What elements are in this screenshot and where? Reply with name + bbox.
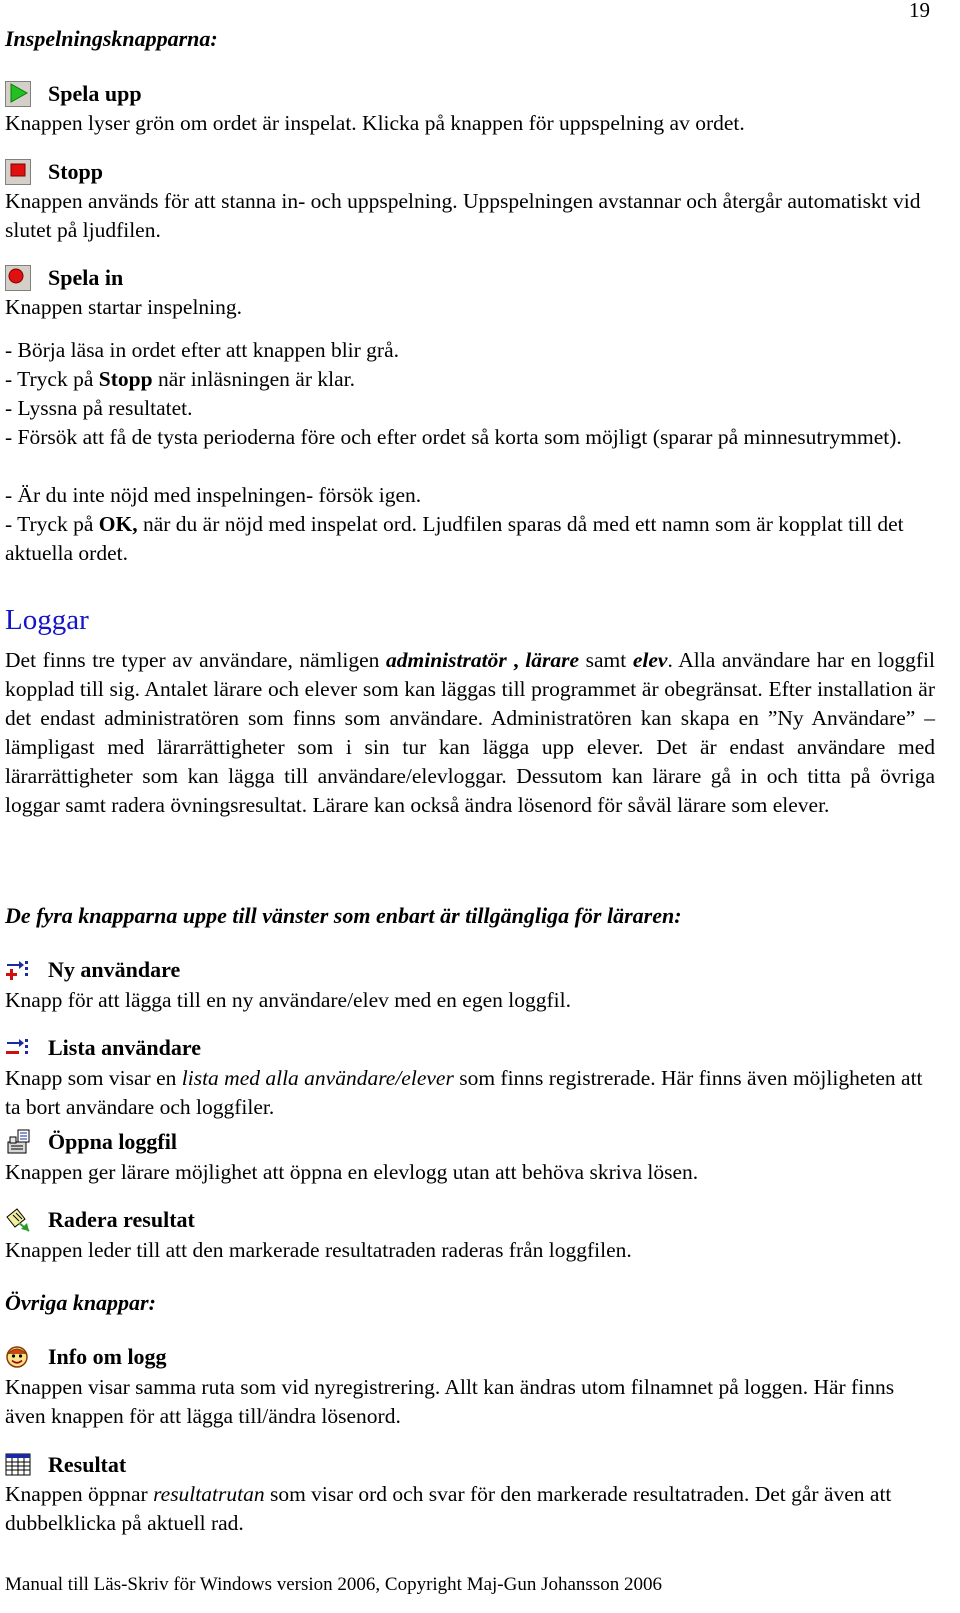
record-step: - Lyssna på resultatet.: [5, 396, 193, 420]
play-button-entry: [5, 78, 142, 110]
delete-result-button-entry: [5, 1204, 195, 1236]
table-icon: [5, 1452, 31, 1478]
new-user-label: Ny användare: [48, 957, 181, 982]
info-log-button-entry: [5, 1341, 167, 1373]
open-log-label: Öppna loggfil: [48, 1129, 177, 1154]
record-step: - Är du inte nöjd med inspelningen- försök igen.: [5, 483, 422, 507]
delete-result-description: Knappen leder till att den markerade resultatraden raderas från loggfilen.: [5, 1238, 632, 1262]
play-description: Knappen lyser grön om ordet är inspelat. Klicka på knappen för uppspelning av ordet.: [5, 111, 745, 135]
record-step: - Tryck på OK, när du är nöjd med inspelat ord. Ljudfilen sparas då med ett namn som är kopplat till det aktuella ordet.: [5, 512, 904, 565]
stop-button-entry: [5, 156, 103, 188]
page-footer: Manual till Läs-Skriv för Windows version 2006, Copyright Maj-Gun Johansson 2006: [5, 1574, 662, 1595]
stop-description: Knappen används för att stanna in- och uppspelning. Uppspelningen avstannar och återgår automatiskt vid slutet på ljudfilen.: [5, 189, 921, 242]
record-step: - Tryck på Stopp när inläsningen är klar.: [5, 367, 355, 391]
record-buttons-heading: Inspelningsknapparna:: [5, 26, 218, 51]
stop-label: Stopp: [48, 159, 104, 184]
list-users-label: Lista användare: [48, 1035, 202, 1060]
result-label: Resultat: [48, 1452, 127, 1477]
delete-result-icon: [5, 1207, 31, 1233]
open-log-description: Knappen ger lärare möjlighet att öppna en elevlogg utan att behöva skriva lösen.: [5, 1160, 699, 1184]
new-user-description: Knapp för att lägga till en ny användare/elev med en egen loggfil.: [5, 988, 571, 1012]
result-description: Knappen öppnar resultatrutan som visar ord och svar för den markerade resultatraden. Det går även att dubbelklicka på aktuell rad.: [5, 1482, 892, 1535]
face-icon: [5, 1344, 31, 1370]
record-step: - Börja läsa in ordet efter att knappen blir grå.: [5, 338, 400, 362]
add-user-icon: [5, 957, 31, 983]
play-icon: [5, 81, 31, 107]
record-button-entry: [5, 262, 123, 294]
page-number: 19: [909, 0, 930, 22]
record-label: Spela in: [48, 265, 124, 290]
info-log-description: Knappen visar samma ruta som vid nyregistrering. Allt kan ändras utom filnamnet på loggen. Här finns även knappen för att lägga till/ändra lösenord.: [5, 1375, 895, 1428]
open-log-icon: [5, 1129, 31, 1155]
record-step: - Försök att få de tysta perioderna före och efter ordet så korta som möjligt (sparar på minnesutrymmet).: [5, 425, 902, 449]
list-users-icon: [5, 1035, 31, 1061]
info-log-label: Info om logg: [48, 1344, 167, 1369]
record-icon: [5, 265, 31, 291]
list-users-button-entry: [5, 1032, 201, 1064]
delete-result-label: Radera resultat: [48, 1207, 195, 1232]
open-log-button-entry: [5, 1126, 177, 1158]
loggar-paragraph: Det finns tre typer av användare, nämligen administratör , lärare samt elev. Alla användare har en loggfil kopplad till sig. Antalet lärare och elever som kan läggas till programmet är obegränsat. Efter installation är det endast administratören som finns som användare. Administratören kan skapa en ”Ny Användare” – lämpligast med lärarrättigheter som i sin tur kan lägga upp elever. Det är endast användare med lärarrättigheter som kan lägga till användare/elevloggar. Dessutom kan lärare gå in och titta på övriga loggar samt radera övningsresultat. Lärare kan också ändra lösenord för såväl lärare som elever.: [5, 648, 935, 817]
result-button-entry: [5, 1449, 126, 1481]
record-description: Knappen startar inspelning.: [5, 295, 243, 319]
play-label: Spela upp: [48, 81, 142, 106]
list-users-description: Knapp som visar en lista med alla användare/elever som finns registrerade. Här finns även möjligheten att ta bort användare och loggfiler.: [5, 1066, 923, 1119]
new-user-button-entry: [5, 954, 180, 986]
teacher-buttons-heading: De fyra knapparna uppe till vänster som enbart är tillgängliga för läraren:: [5, 903, 682, 928]
stop-icon: [5, 159, 31, 185]
loggar-title: Loggar: [5, 604, 89, 636]
other-buttons-heading: Övriga knappar:: [5, 1290, 156, 1315]
